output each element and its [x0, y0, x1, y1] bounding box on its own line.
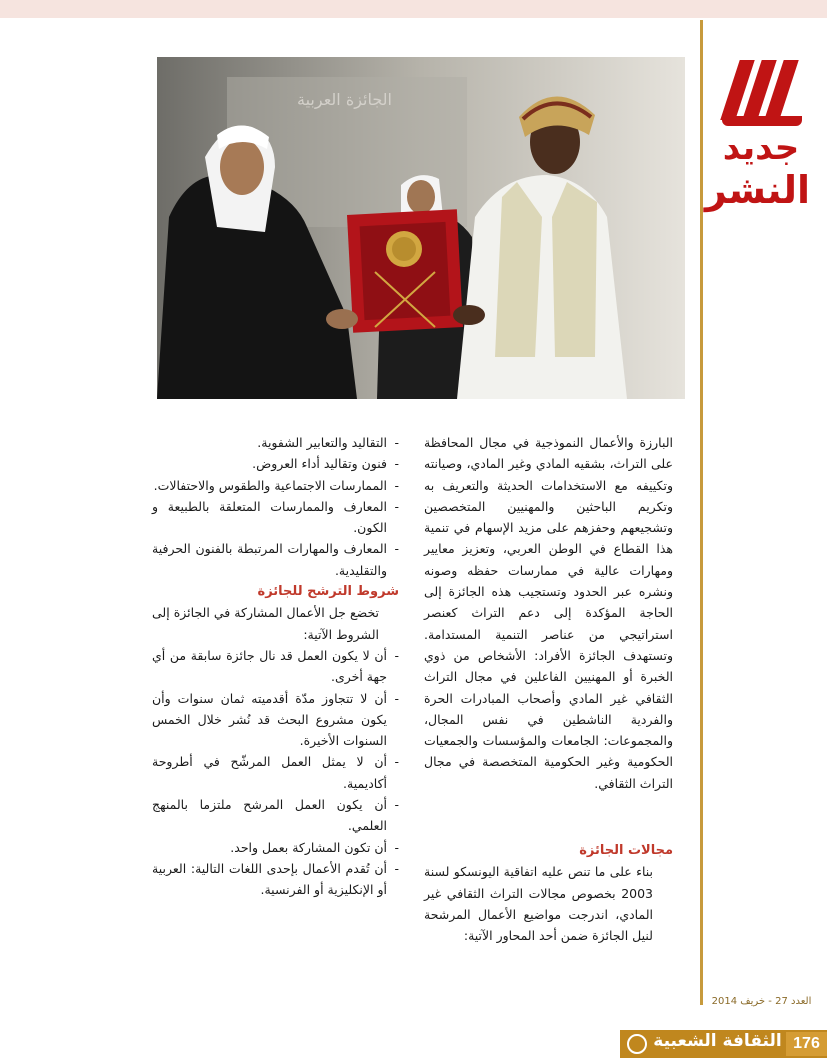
paragraph-intro	[424, 432, 673, 794]
book-bars-icon	[722, 60, 800, 124]
text-line: هذا القطاع في الوطن العربي، وتعزيز معايير	[424, 541, 673, 557]
list-item: - المعارف والمهارات المرتبطة بالفنون الحرفية والتقليدية.	[152, 538, 399, 581]
fields-list	[152, 432, 399, 581]
list-item: - أن تُقدم الأعمال بإحدى اللغات التالية: العربية أو الإنكليزية أو الفرنسية.	[152, 858, 399, 901]
list-item: - أن لا تتجاوز مدّة أقدميته ثمان سنوات وأن يكون مشروع البحث قد نُشر خلال الخمس السنوات الأخيرة.	[152, 688, 399, 752]
text-line: الفاعلين في مجال التراث الثقافي غير المادي	[424, 669, 673, 706]
magazine-title: الثقافة الشعبية	[653, 1031, 782, 1051]
text-line: به وتكريم الباحثين والمهنيين المتخصصين	[424, 477, 673, 514]
emblem-icon	[627, 1034, 647, 1054]
logo-word-1: جديد	[722, 128, 800, 168]
text-line: لنيل الجائزة ضمن أحد المحاور الآتية:	[463, 928, 653, 944]
issue-line: العدد 27 - خريف 2014	[711, 996, 812, 1007]
paragraph-fields	[424, 861, 673, 946]
article-right-column	[424, 432, 673, 947]
award-ceremony-image	[157, 57, 685, 399]
photo-banner-text: الجائزة العربية	[297, 90, 392, 109]
text-line: غير المادي، اندرجت مواضيع الأعمال المرشحة	[424, 885, 653, 922]
text-line: في مجال التراث الثقافي.	[424, 754, 673, 791]
section-logo	[704, 58, 810, 218]
paragraph-conditions-intro: تخضع جل الأعمال المشاركة في الجائزة إلى الشروط الآتية:	[152, 605, 379, 642]
text-line: وتشجيعهم وحفزهم على مزيد الإسهام في تنمية	[424, 520, 673, 536]
text-line: الأفراد: الأشخاص من ذوي الخبرة أو المهنيين	[424, 647, 673, 685]
section-heading-fields: مجالات الجائزة	[579, 843, 673, 859]
logo-word-2: النشر	[704, 168, 810, 212]
text-line: بناء على ما تنص عليه اتفاقية اليونسكو	[453, 864, 653, 880]
conditions-list	[152, 645, 399, 901]
text-line: البارزة والأعمال النموذجية في مجال المحافظة	[424, 435, 673, 450]
text-line: نفس المجال، والمجموعات: الجامعات والمؤسسات	[424, 711, 673, 749]
list-item: - أن يكون العمل المرشح ملتزما بالمنهج العلمي.	[152, 794, 399, 837]
list-item: - المعارف والممارسات المتعلقة بالطبيعة و الكون.	[152, 496, 399, 539]
text-line: المؤكدة إلى دعم التراث كعنصر استراتيجي من	[424, 605, 673, 642]
list-item: - أن لا يمثل العمل المرشّح في أطروحة أكاديمية.	[152, 751, 399, 794]
text-line: عناصر التنمية المستدامة. وتستهدف الجائزة	[424, 626, 674, 663]
text-line: والجمعيات الحكومية وغير الحكومية المتخصصة	[424, 733, 673, 770]
list-item: - التقاليد والتعابير الشفوية.	[152, 432, 399, 453]
article-left-column	[152, 432, 399, 901]
text-line: عبر الحدود وتستجيب هذه الجائزة إلى الحاجة	[424, 584, 673, 621]
list-item: - أن تكون المشاركة بعمل واحد.	[152, 837, 399, 858]
text-line: وأصحاب المبادرات الحرة والفردية الناشطين في	[424, 690, 673, 727]
text-line: ومهارات عالية في ممارسات حفظه وصونه ونشره	[424, 562, 673, 600]
page-number: 176	[786, 1032, 827, 1056]
list-item: - الممارسات الاجتماعية والطقوس والاحتفالات.	[152, 475, 399, 496]
side-rule	[700, 20, 703, 1005]
text-line: على التراث، بشقيه المادي وغير المادي، وصيانته	[424, 456, 673, 472]
award-photo	[157, 57, 685, 399]
list-item: - أن لا يكون العمل قد نال جائزة سابقة من أي جهة أخرى.	[152, 645, 399, 688]
text-line: لسنة 2003 بخصوص مجالات التراث الثقافي	[424, 864, 653, 901]
top-band	[0, 0, 827, 18]
list-item: - فنون وتقاليد أداء العروض.	[152, 453, 399, 474]
text-line: وتكييفه مع الاستخدامات الحديثة والتعريف	[442, 477, 673, 493]
section-heading-conditions: شروط الترشح للجائزة	[257, 584, 399, 600]
